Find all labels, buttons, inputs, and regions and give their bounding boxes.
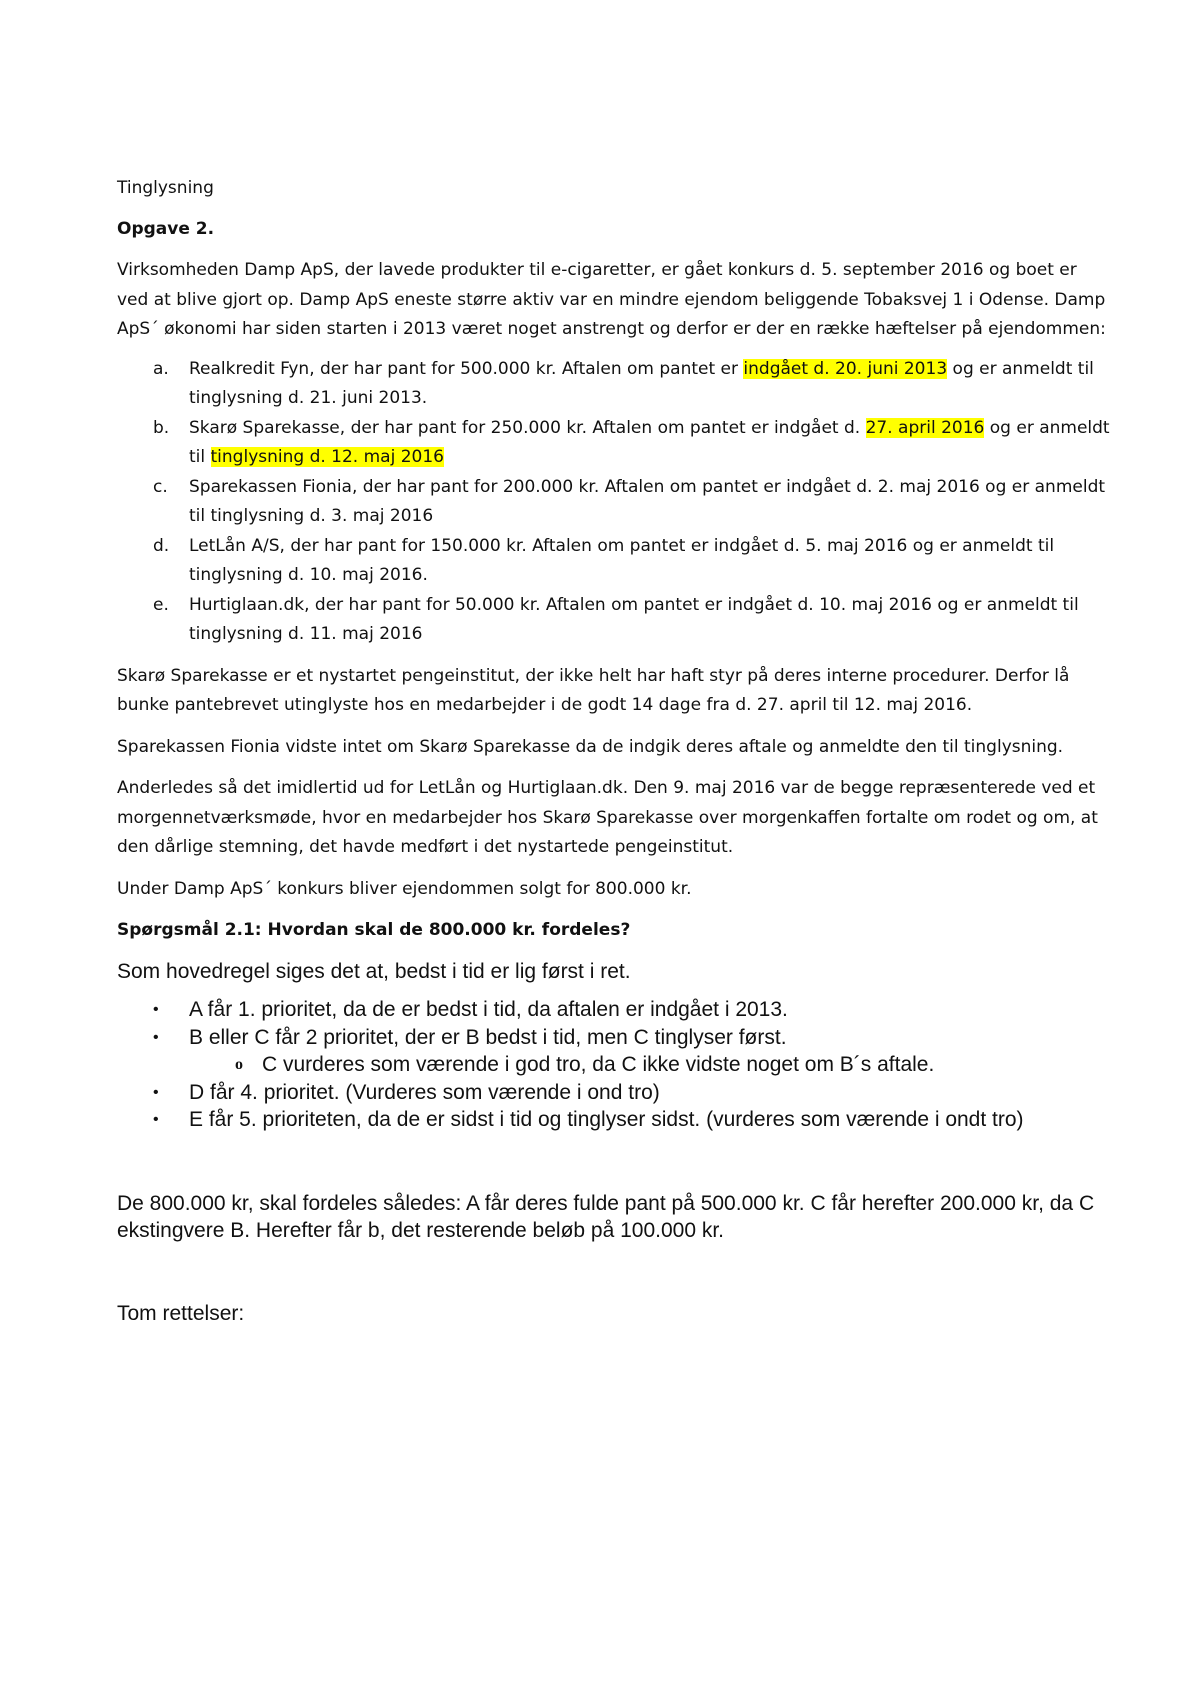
assignment-title: Opgave 2. — [117, 218, 215, 239]
corrections-label: Tom rettelser: — [117, 1301, 245, 1325]
priority-item — [117, 1024, 1112, 1052]
highlighted-text: indgået d. 20. juni 2013 — [743, 358, 948, 379]
creditor-list — [117, 355, 1112, 650]
creditor-text: og er anmeldt til — [189, 417, 1110, 467]
creditor-text: Realkredit Fyn, der har pant for 500.000 kr. Aftalen om pantet er — [189, 358, 744, 379]
paragraph-letlan: Anderledes så det imidlertid ud for LetLån og Hurtiglaan.dk. Den 9. maj 2016 var de begge repræsenterede ved et morgennetværksmøde, hvor en medarbejder hos Skarø Sparekasse over morgenkaffen fortalte om rodet og om, at den dårlige stemning, det havde medført i det nystartede pengeinstitut. — [117, 778, 1098, 857]
creditor-item-d — [117, 532, 1112, 591]
priority-item — [117, 1079, 1112, 1107]
highlighted-text: tinglysning d. 12. maj 2016 — [210, 447, 444, 467]
creditor-text: LetLån A/S, der har pant for 150.000 kr. Aftalen om pantet er indgået d. 5. maj 2016 og er anmeldt til tinglysning d. 10. maj 2016. — [189, 535, 1055, 585]
bullet-marker: • — [153, 1001, 159, 1018]
priority-text: B eller C får 2 prioritet, der er B bedst i tid, men C tinglyser først. — [189, 1025, 787, 1049]
priority-item — [117, 996, 1112, 1024]
priority-item — [117, 1106, 1112, 1134]
priority-text: E får 5. prioriteten, da de er sidst i tid og tinglyser sidst. (vurderes som værende i ondt tro) — [189, 1108, 1024, 1131]
answer-intro: Som hovedregel siges det at, bedst i tid er lig først i ret. — [117, 959, 631, 983]
priority-text: C vurderes som værende i god tro, da C ikke vidste noget om B´s aftale. — [262, 1053, 935, 1076]
bullet-marker: • — [153, 1028, 159, 1046]
creditor-item-b — [117, 414, 1112, 473]
list-marker: d. — [153, 535, 170, 556]
priority-text: D får 4. prioritet. (Vurderes som værende i ond tro) — [189, 1080, 660, 1104]
conclusion-paragraph: De 800.000 kr, skal fordeles således: A får deres fulde pant på 500.000 kr. C får herefter 200.000 kr, da C ekstingvere B. Herefter får b, det resterende beløb på 100.000 kr. — [117, 1191, 1095, 1242]
creditor-text: Hurtiglaan.dk, der har pant for 50.000 kr. Aftalen om pantet er indgået d. 10. maj 2016 og er anmeldt til tinglysning d. 11. maj 2016 — [189, 594, 1079, 644]
paragraph-fionia: Sparekassen Fionia vidste intet om Skarø Sparekasse da de indgik deres aftale og anmeldte den til tinglysning. — [117, 736, 1064, 757]
bullet-marker: • — [153, 1083, 159, 1101]
creditor-text: og er anmeldt til tinglysning d. 21. juni 2013. — [189, 358, 1094, 408]
creditor-text: Skarø Sparekasse, der har pant for 250.000 kr. Aftalen om pantet er indgået d. — [189, 417, 866, 438]
priority-text: A får 1. prioritet, da de er bedst i tid, da aftalen er indgået i 2013. — [189, 998, 788, 1021]
paragraph-sale: Under Damp ApS´ konkurs bliver ejendommen solgt for 800.000 kr. — [117, 878, 692, 899]
creditor-item-c — [117, 473, 1112, 532]
highlighted-text: 27. april 2016 — [865, 417, 985, 438]
list-marker: b. — [153, 417, 170, 438]
list-marker: a. — [153, 358, 169, 379]
question-heading: Spørgsmål 2.1: Hvordan skal de 800.000 kr. fordeles? — [117, 920, 631, 940]
answer-section — [117, 958, 1112, 1328]
priority-list — [117, 996, 1112, 1134]
creditor-text: Sparekassen Fionia, der har pant for 200.000 kr. Aftalen om pantet er indgået d. 2. maj 2016 og er anmeldt til tinglysning d. 3. maj 2016 — [189, 476, 1106, 526]
creditor-item-e — [117, 591, 1112, 650]
bullet-marker: • — [153, 1111, 159, 1128]
list-marker: c. — [153, 476, 168, 497]
sub-bullet-marker: o — [235, 1056, 243, 1073]
list-marker: e. — [153, 594, 169, 615]
creditor-item-a — [117, 355, 1112, 414]
paragraph-skaro: Skarø Sparekasse er et nystartet pengeinstitut, der ikke helt har haft styr på deres interne procedurer. Derfor lå bunke pantebrevet utinglyste hos en medarbejder i de godt 14 dage fra d. 27. april til 12. maj 2016. — [117, 665, 1070, 715]
priority-subitem — [117, 1051, 1112, 1079]
intro-paragraph: Virksomheden Damp ApS, der lavede produkter til e-cigaretter, er gået konkurs d. 5. september 2016 og boet er ved at blive gjort op. Damp ApS eneste større aktiv var en mindre ejendom beliggende Tobaksvej 1 i Odense. Damp ApS´ økonomi har siden starten i 2013 været noget anstrengt og derfor er der en række hæftelser på ejendommen: — [117, 260, 1106, 339]
document-heading: Tinglysning — [117, 178, 214, 198]
